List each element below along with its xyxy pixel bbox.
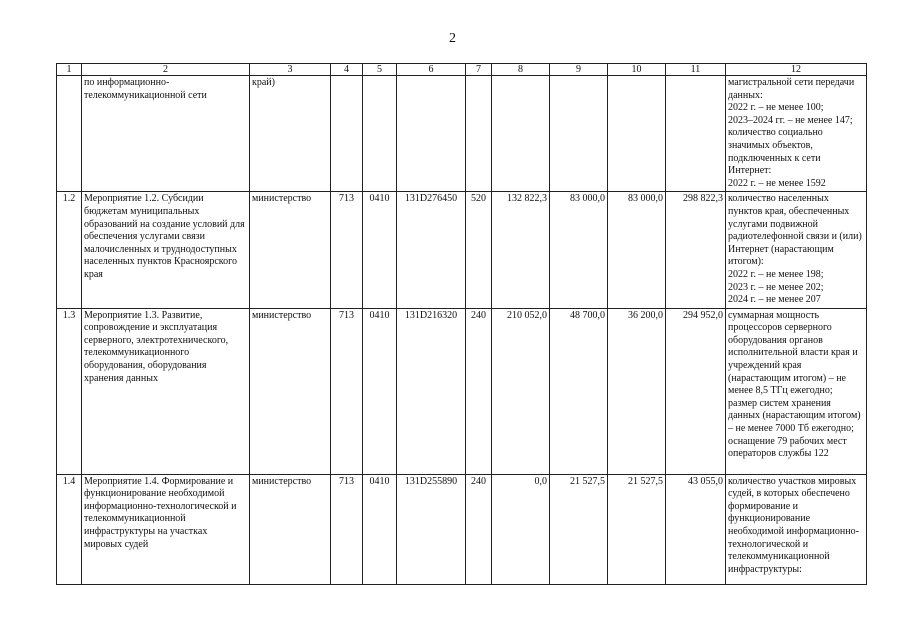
column-number-row — [57, 64, 867, 76]
vr-code — [466, 76, 492, 192]
vr-code: 240 — [466, 474, 492, 584]
grbs-code: 713 — [331, 474, 363, 584]
col-header-1: 1 — [57, 64, 82, 76]
col-header-3: 3 — [250, 64, 331, 76]
amount-2023: 48 700,0 — [550, 308, 608, 474]
row-number: 1.2 — [57, 192, 82, 308]
grbs-code — [331, 76, 363, 192]
amount-total: 298 822,3 — [666, 192, 726, 308]
rzpr-code: 0410 — [363, 308, 397, 474]
amount-total: 294 952,0 — [666, 308, 726, 474]
col-header-4: 4 — [331, 64, 363, 76]
program-measures-table — [56, 63, 867, 585]
amount-2024: 21 527,5 — [608, 474, 666, 584]
col-header-5: 5 — [363, 64, 397, 76]
measure-name: Мероприятие 1.4. Формирование и функционирование необходимой информационно-технологической и телекоммуникационной инфраструктуры на участках мировых судей — [82, 474, 250, 584]
measure-name: по информационно- телекоммуникационной сети — [82, 76, 250, 192]
measure-name: Мероприятие 1.2. Субсидии бюджетам муниципальных образований на создание условий для обеспечения услугами связи малочисленных и труднодоступных населенных пунктов Красноярского края — [82, 192, 250, 308]
amount-total — [666, 76, 726, 192]
rzpr-code: 0410 — [363, 192, 397, 308]
amount-2023 — [550, 76, 608, 192]
expected-result: магистральной сети передачи данных: 2022 г. – не менее 100; 2023–2024 гг. – не менее 147; количество социально значимых объектов, подключенных к сети Интернет: 2022 г. – не менее 1592 — [726, 76, 867, 192]
grbs-code: 713 — [331, 192, 363, 308]
col-header-2: 2 — [82, 64, 250, 76]
csr-code: 131D276450 — [397, 192, 466, 308]
col-header-10: 10 — [608, 64, 666, 76]
executor: министерство — [250, 474, 331, 584]
amount-2024: 36 200,0 — [608, 308, 666, 474]
rzpr-code — [363, 76, 397, 192]
executor: министерство — [250, 192, 331, 308]
table-row — [57, 308, 867, 474]
col-header-7: 7 — [466, 64, 492, 76]
row-number — [57, 76, 82, 192]
row-number: 1.4 — [57, 474, 82, 584]
rzpr-code: 0410 — [363, 474, 397, 584]
amount-2024 — [608, 76, 666, 192]
col-header-11: 11 — [666, 64, 726, 76]
col-header-6: 6 — [397, 64, 466, 76]
amount-2022: 132 822,3 — [492, 192, 550, 308]
executor: край) — [250, 76, 331, 192]
row-number: 1.3 — [57, 308, 82, 474]
amount-total: 43 055,0 — [666, 474, 726, 584]
amount-2022: 0,0 — [492, 474, 550, 584]
vr-code: 240 — [466, 308, 492, 474]
expected-result: количество участков мировых судей, в которых обеспечено формирование и функционирование необходимой информационно-технологической и телекоммуникационной инфраструктуры: — [726, 474, 867, 584]
amount-2022: 210 052,0 — [492, 308, 550, 474]
page-number: 2 — [449, 31, 456, 46]
expected-result: суммарная мощность процессоров серверного оборудования органов исполнительной власти края и учреждений края (нарастающим итогом) – не менее 8,5 ТГц ежегодно; размер систем хранения данных (нарастающим итогом) – не менее 7000 Тб ежегодно; оснащение 79 рабочих мест операторов службы 122 — [726, 308, 867, 474]
col-header-9: 9 — [550, 64, 608, 76]
amount-2023: 83 000,0 — [550, 192, 608, 308]
col-header-12: 12 — [726, 64, 867, 76]
amount-2024: 83 000,0 — [608, 192, 666, 308]
vr-code: 520 — [466, 192, 492, 308]
csr-code: 131D216320 — [397, 308, 466, 474]
table-row — [57, 474, 867, 584]
expected-result: количество населенных пунктов края, обеспеченных услугами подвижной радиотелефонной связи и (или) Интернет (нарастающим итогом): 2022 г. – не менее 198; 2023 г. – не менее 202; 2024 г. – не менее 207 — [726, 192, 867, 308]
table-row — [57, 76, 867, 192]
executor: министерство — [250, 308, 331, 474]
col-header-8: 8 — [492, 64, 550, 76]
grbs-code: 713 — [331, 308, 363, 474]
measure-name: Мероприятие 1.3. Развитие, сопровождение и эксплуатация серверного, электротехнического, телекоммуникационного оборудования, оборудования хранения данных — [82, 308, 250, 474]
amount-2022 — [492, 76, 550, 192]
csr-code: 131D255890 — [397, 474, 466, 584]
table-row — [57, 192, 867, 308]
csr-code — [397, 76, 466, 192]
amount-2023: 21 527,5 — [550, 474, 608, 584]
